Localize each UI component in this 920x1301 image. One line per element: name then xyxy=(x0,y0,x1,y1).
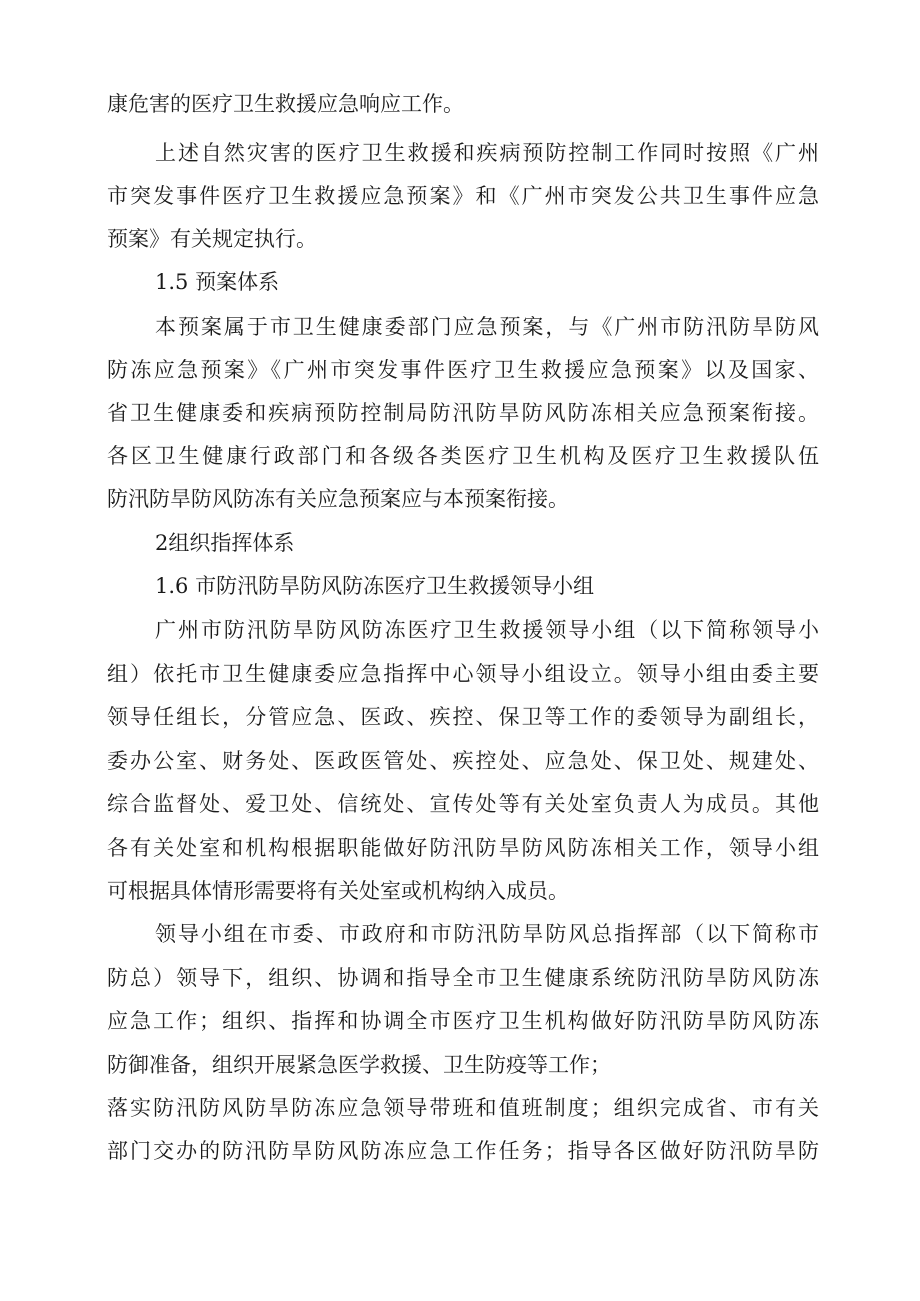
section-heading: 2组织指挥体系 xyxy=(155,531,295,555)
text-line: 各区卫生健康行政部门和各级各类医疗卫生机构及医疗卫生救援队伍 xyxy=(107,444,819,468)
text-line: 领导任组长，分管应急、医政、疾控、保卫等工作的委领导为副组长， xyxy=(107,705,819,729)
text-line: 省卫生健康委和疾病预防控制局防汛防旱防风防冻相关应急预案衔接。 xyxy=(107,401,819,425)
text-line: 预案》有关规定执行。 xyxy=(107,227,317,251)
text-line: 部门交办的防汛防旱防风防冻应急工作任务；指导各区做好防汛防旱防 xyxy=(107,1139,819,1163)
text-line: 防总）领导下，组织、协调和指导全市卫生健康系统防汛防旱防风防冻 xyxy=(107,966,819,990)
text-line: 防御准备，组织开展紧急医学救援、卫生防疫等工作； xyxy=(107,1053,611,1077)
text-line: 综合监督处、爱卫处、信统处、宣传处等有关处室负责人为成员。其他 xyxy=(107,792,819,816)
text-line: 本预案属于市卫生健康委部门应急预案，与《广州市防汛防旱防风 xyxy=(155,315,819,339)
section-heading: 1.6 市防汛防旱防风防冻医疗卫生救援领导小组 xyxy=(155,574,595,598)
text-line: 可根据具体情形需要将有关处室或机构纳入成员。 xyxy=(107,879,569,903)
text-line: 落实防汛防风防旱防冻应急领导带班和值班制度；组织完成省、市有关 xyxy=(107,1096,819,1120)
text-line: 上述自然灾害的医疗卫生救援和疾病预防控制工作同时按照《广州 xyxy=(155,141,819,165)
section-heading: 1.5 预案体系 xyxy=(155,270,280,294)
text-line: 各有关处室和机构根据职能做好防汛防旱防风防冻相关工作，领导小组 xyxy=(107,836,819,860)
text-line: 防冻应急预案》《广州市突发事件医疗卫生救援应急预案》以及国家、 xyxy=(107,358,819,382)
text-line: 市突发事件医疗卫生救援应急预案》和《广州市突发公共卫生事件应急 xyxy=(107,184,819,208)
text-line: 应急工作；组织、指挥和协调全市医疗卫生机构做好防汛防旱防风防冻 xyxy=(107,1009,819,1033)
text-line: 广州市防汛防旱防风防冻医疗卫生救援领导小组（以下简称领导小 xyxy=(155,618,819,642)
text-line: 防汛防旱防风防冻有关应急预案应与本预案衔接。 xyxy=(107,487,569,511)
text-line: 组）依托市卫生健康委应急指挥中心领导小组设立。领导小组由委主要 xyxy=(107,662,819,686)
text-line: 委办公室、财务处、医政医管处、疾控处、应急处、保卫处、规建处、 xyxy=(107,749,819,773)
text-line: 康危害的医疗卫生救援应急响应工作。 xyxy=(107,92,464,116)
text-line: 领导小组在市委、市政府和市防汛防旱防风总指挥部（以下简称市 xyxy=(155,922,819,946)
